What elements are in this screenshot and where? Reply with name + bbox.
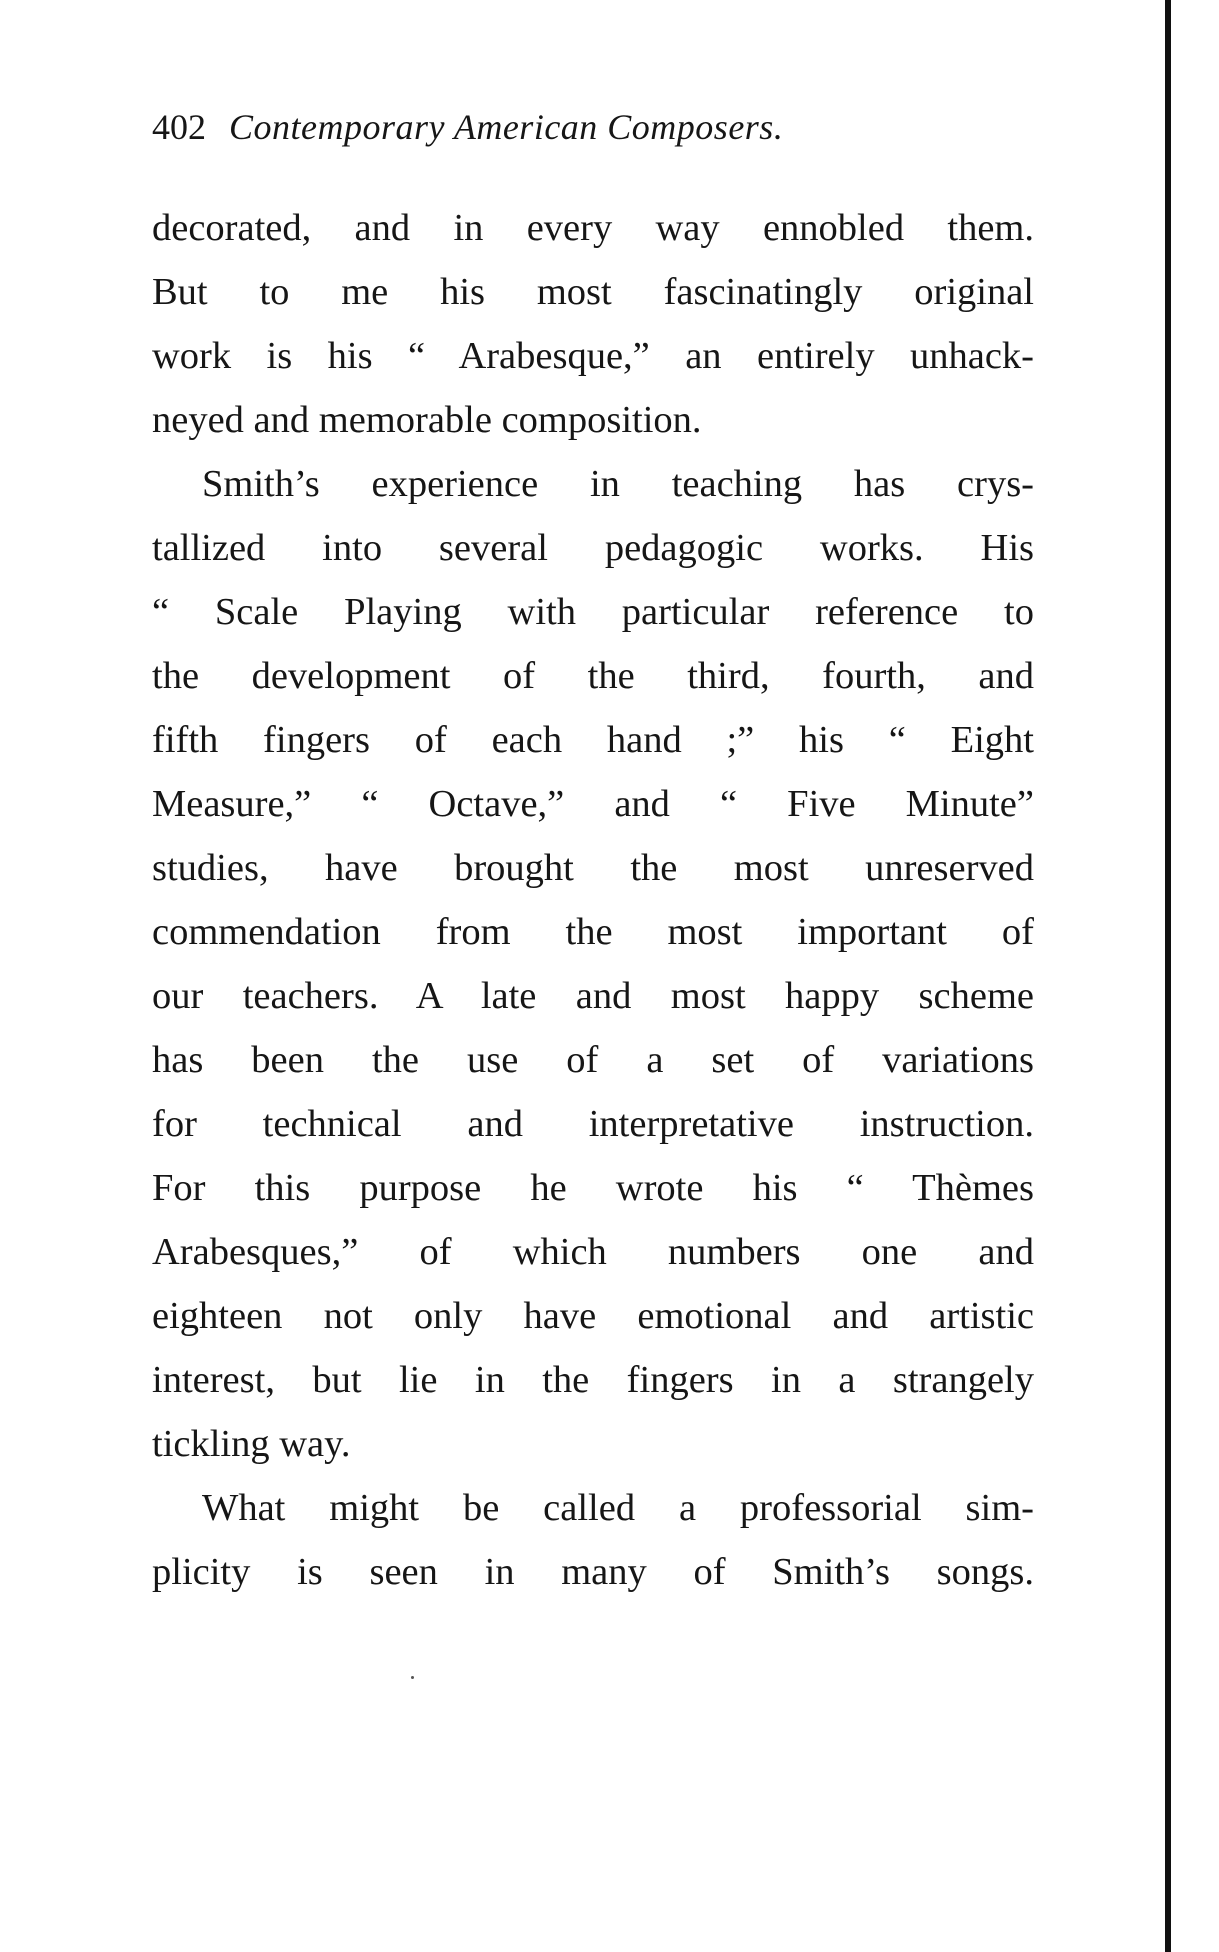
text-line: decorated, and in every way ennobled them. [152, 207, 1034, 249]
text-line: neyed and memorable composition. [152, 399, 702, 441]
text-line: Smith’s experience in teaching has crys- [202, 463, 1034, 505]
text-line: studies, have brought the most unreserved [152, 847, 1034, 889]
running-header [152, 106, 783, 148]
text-line: Measure,” “ Octave,” and “ Five Minute” [152, 783, 1034, 825]
running-title: Contemporary American Composers. [229, 107, 784, 147]
page-edge-rule [1165, 0, 1171, 1952]
text-line: Arabesques,” of which numbers one and [152, 1231, 1034, 1273]
text-line: our teachers. A late and most happy scheme [152, 975, 1034, 1017]
page-number: 402 [152, 107, 206, 147]
text-line: tickling way. [152, 1423, 351, 1465]
text-line: the development of the third, fourth, and [152, 655, 1034, 697]
text-line: for technical and interpretative instruction. [152, 1103, 1034, 1145]
text-line: “ Scale Playing with particular reference to [152, 591, 1034, 633]
text-line: eighteen not only have emotional and artistic [152, 1295, 1034, 1337]
page-body [152, 196, 1034, 1604]
text-line: But to me his most fascinatingly original [152, 271, 1034, 313]
text-line: has been the use of a set of variations [152, 1039, 1034, 1081]
scan-speck [411, 1676, 414, 1679]
text-line: fifth fingers of each hand ;” his “ Eight [152, 719, 1034, 761]
text-line: For this purpose he wrote his “ Thèmes [152, 1167, 1034, 1209]
text-line: What might be called a professorial sim- [202, 1487, 1034, 1529]
text-line: commendation from the most important of [152, 911, 1034, 953]
text-line: work is his “ Arabesque,” an entirely unhack- [152, 335, 1034, 377]
text-line: tallized into several pedagogic works. His [152, 527, 1034, 569]
text-line: interest, but lie in the fingers in a strangely [152, 1359, 1034, 1401]
text-line: plicity is seen in many of Smith’s songs. [152, 1551, 1034, 1593]
